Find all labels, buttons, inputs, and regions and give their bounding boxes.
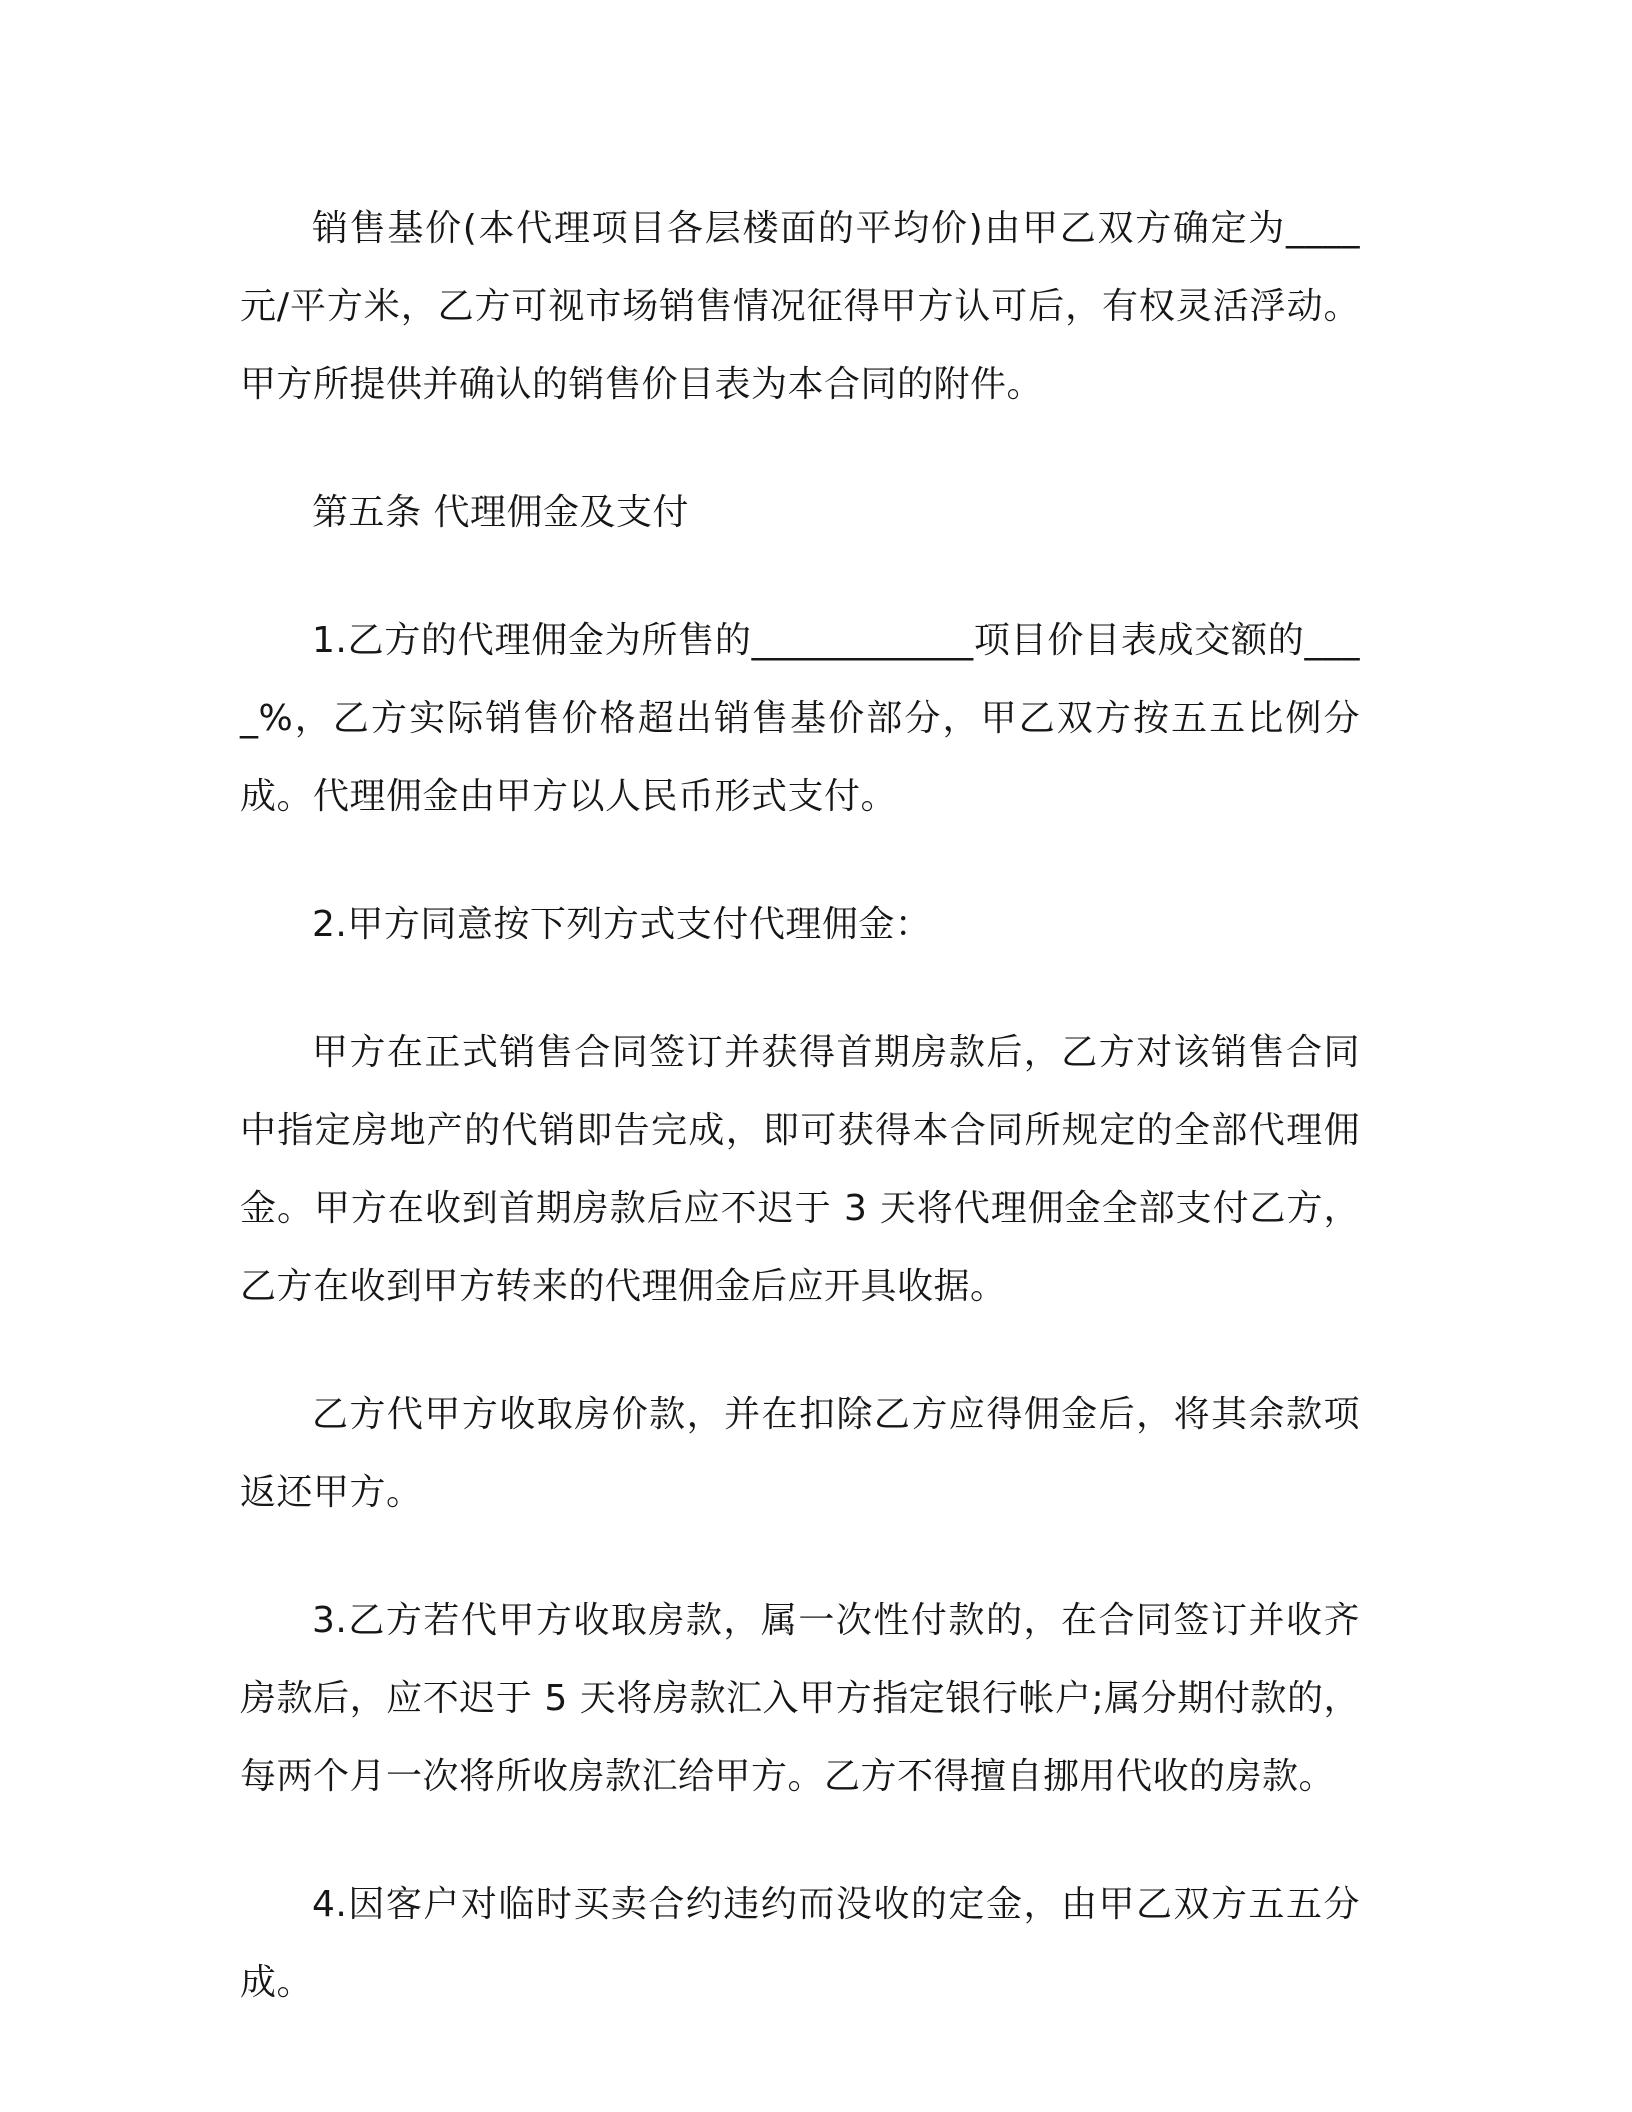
paragraph-payment-method-intro: 2.甲方同意按下列方式支付代理佣金：	[312, 904, 932, 945]
paragraph-commission-rate: 1.乙方的代理佣金为所售的____________项目价目表成交额的____%，乙方实际销售价格超出销售基价部分，甲乙双方按五五比例分成。代理佣金由甲方以人民币形式支付。	[240, 620, 1360, 817]
document-body	[240, 190, 1360, 2072]
paragraph-collection-return: 乙方代甲方收取房价款，并在扣除乙方应得佣金后，将其余款项返还甲方。	[240, 1394, 1360, 1513]
paragraph-payment-collection: 3.乙方若代甲方收取房款，属一次性付款的，在合同签订并收齐房款后，应不迟于 5 天将房款汇入甲方指定银行帐户;属分期付款的，每两个月一次将所收房款汇给甲方。乙方不得擅自挪用代收的房款。	[240, 1600, 1360, 1797]
paragraph-sales-base-price: 销售基价(本代理项目各层楼面的平均价)由甲乙双方确定为____元/平方米，乙方可视市场销售情况征得甲方认可后，有权灵活浮动。甲方所提供并确认的销售价目表为本合同的附件。	[240, 208, 1360, 405]
article-five-heading: 第五条 代理佣金及支付	[312, 492, 689, 533]
paragraph-deposit-split: 4.因客户对临时买卖合约违约而没收的定金，由甲乙双方五五分成。	[240, 1884, 1360, 2003]
paragraph-payment-terms: 甲方在正式销售合同签订并获得首期房款后，乙方对该销售合同中指定房地产的代销即告完成，即可获得本合同所规定的全部代理佣金。甲方在收到首期房款后应不迟于 3 天将代理佣金全部支付乙方，乙方在收到甲方转来的代理佣金后应开具收据。	[240, 1032, 1360, 1307]
